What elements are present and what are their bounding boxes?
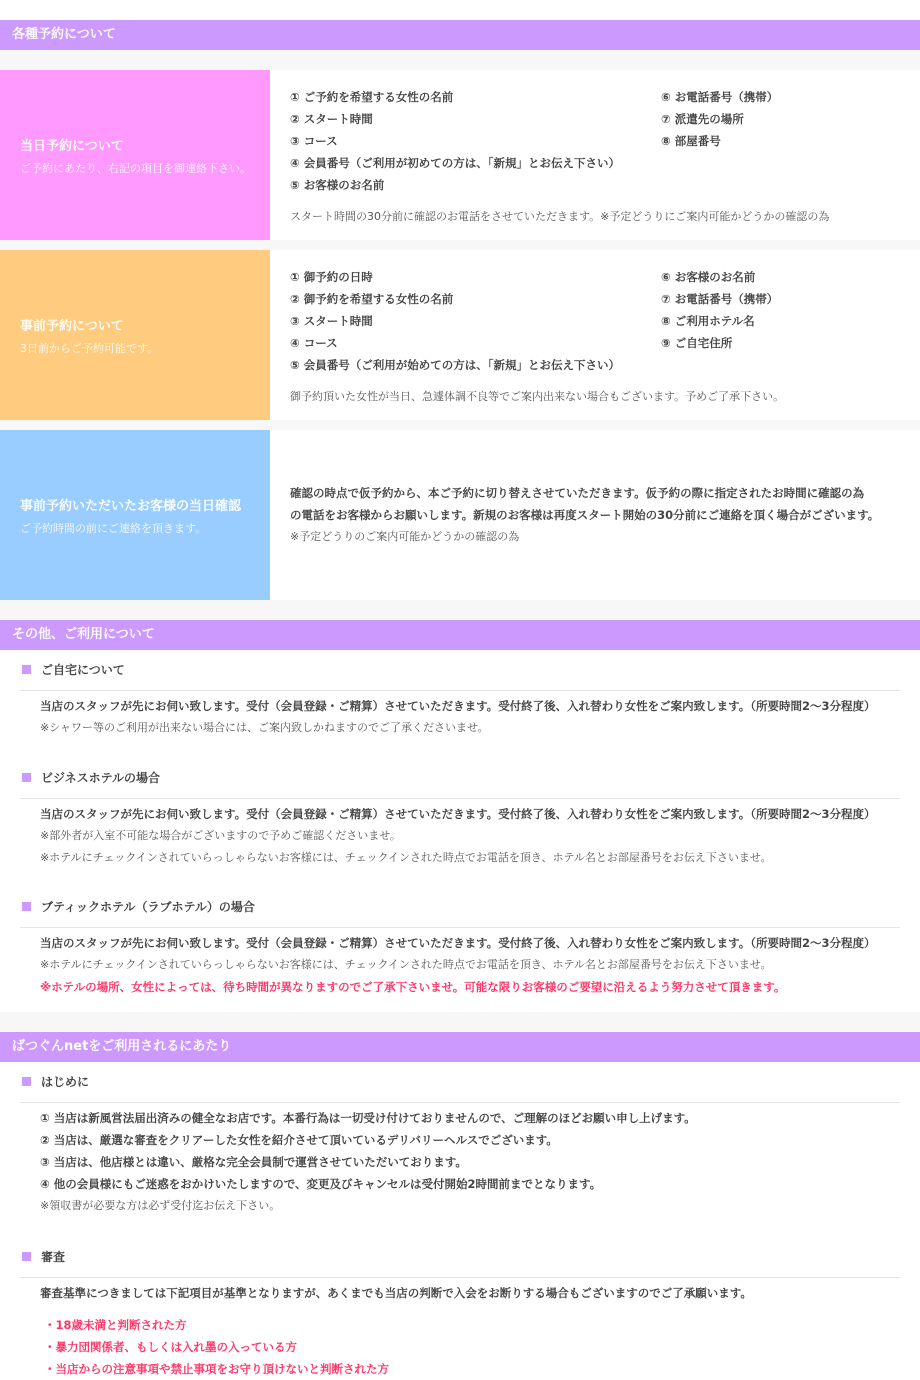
item: ⑤ 会員番号（ご利用が始めての方は、「新規」とお伝え下さい）: [290, 358, 620, 372]
home-title-text: ご自宅について: [41, 663, 125, 677]
same-day-row: [0, 70, 920, 240]
home-main: 当店のスタッフが先にお伺い致します。受付（会員登録・ご精算）させていただきます。受付終了後、入れ替わり女性をご案内致します。（所要時間2～3分程度）: [40, 699, 876, 713]
business-title: [20, 758, 900, 799]
intro-title: [20, 1062, 900, 1103]
confirm-row: [0, 430, 920, 600]
same-day-label: [0, 70, 270, 240]
intro-item: ② 当店は、厳選な審査をクリアーした女性を紹介させて頂いているデリバリーヘルスでございます。: [40, 1133, 558, 1147]
confirm-title: 事前予約いただいたお客様の当日確認: [20, 498, 242, 514]
item: ⑨ ご自宅住所: [661, 336, 733, 350]
confirm-note: ※予定どうりのご案内可能かどうかの確認の為: [290, 530, 520, 543]
item: ⑧ ご利用ホテル名: [661, 314, 755, 328]
boutique-note: ※ホテルにチェックインされていらっしゃらないお客様には、チェックインされた時点でお電話を頂き、ホテル名とお部屋番号をお伝え下さいませ。: [40, 958, 772, 971]
confirm-content: [270, 430, 920, 600]
advance-items: [290, 266, 920, 376]
same-day-subtitle: ご予約にあたり、右記の項目を御連絡下さい。: [20, 161, 251, 175]
confirm-line: 確認の時点で仮予約から、本ご予約に切り替えさせていただきます。仮予約の際に指定されたお時間に確認の為: [290, 486, 865, 500]
same-day-title: 当日予約について: [20, 138, 124, 154]
business-title-text: ビジネスホテルの場合: [41, 771, 161, 785]
business-main: 当店のスタッフが先にお伺い致します。受付（会員登録・ご精算）させていただきます。受付終了後、入れ替わり女性をご案内致します。（所要時間2～3分程度）: [40, 807, 876, 821]
advance-subtitle: 3日前からご予約可能です。: [20, 341, 159, 355]
item: ⑤ お客様のお名前: [290, 178, 385, 192]
square-bullet-icon: [22, 773, 31, 782]
item: ④ 会員番号（ご利用が初めての方は、「新規」とお伝え下さい）: [290, 156, 620, 170]
confirm-line: の電話をお客様からお願いします。新規のお客様は再度スタート開始の30分前にご連絡を頂く場合がございます。: [290, 508, 880, 522]
advance-label: [0, 250, 270, 420]
advance-content: [270, 250, 920, 420]
intro-item: ① 当店は新風営法届出済みの健全なお店です。本番行為は一切受け付けておりませんので、ご理解のほどお願い申し上げます。: [40, 1111, 696, 1125]
section-header-use: ばつぐんnetをご利用されるにあたり: [0, 1032, 920, 1062]
screening-main: 審査基準につきましては下記項目が基準となりますが、あくまでも当店の判断で入会をお断りする場合もございますのでご了承願います。: [40, 1286, 752, 1300]
item: ② 御予約を希望する女性の名前: [290, 292, 454, 306]
boutique-title-text: ブティックホテル（ラブホテル）の場合: [41, 900, 255, 914]
same-day-items: [290, 86, 920, 196]
intro-title-text: はじめに: [41, 1075, 90, 1089]
item: ② スタート時間: [290, 112, 373, 126]
business-note: ※ホテルにチェックインされていらっしゃらないお客様には、チェックインされた時点でお電話を頂き、ホテル名とお部屋番号をお伝え下さいませ。: [40, 851, 772, 864]
item: ⑦ 派遣先の場所: [661, 112, 744, 126]
home-body: [20, 691, 900, 758]
square-bullet-icon: [22, 1077, 31, 1086]
section-header-other: その他、ご利用について: [0, 620, 920, 650]
screening-title-text: 審査: [41, 1250, 66, 1264]
spacer: [0, 600, 920, 620]
boutique-title: [20, 887, 900, 928]
screening-body: [20, 1278, 900, 1380]
advance-row: [0, 250, 920, 420]
square-bullet-icon: [22, 902, 31, 911]
item: ④ コース: [290, 336, 338, 350]
intro-item: ③ 当店は、他店様とは違い、厳格な完全会員制で運営させていただいております。: [40, 1155, 467, 1169]
item: [661, 152, 920, 174]
boutique-body: [20, 928, 900, 998]
item: ① ご予約を希望する女性の名前: [290, 90, 454, 104]
spacer: [0, 50, 920, 70]
square-bullet-icon: [22, 1252, 31, 1261]
home-title: [20, 650, 900, 691]
boutique-warning: ※ホテルの場所、女性によっては、待ち時間が異なりますのでご了承下さいませ。可能な限りお客様のご要望に沿えるよう努力させて頂きます。: [40, 980, 786, 994]
item: [661, 354, 920, 376]
item: ③ スタート時間: [290, 314, 373, 328]
intro-item: ④ 他の会員様にもご迷惑をおかけいたしますので、変更及びキャンセルは受付開始2時間前までとなります。: [40, 1177, 602, 1191]
confirm-subtitle: ご予約時間の前にご連絡を頂きます。: [20, 521, 207, 535]
intro-body: [20, 1103, 900, 1237]
screening-title: [20, 1237, 900, 1278]
item: ⑥ お客様のお名前: [661, 270, 756, 284]
spacer: [0, 420, 920, 430]
boutique-main: 当店のスタッフが先にお伺い致します。受付（会員登録・ご精算）させていただきます。受付終了後、入れ替わり女性をご案内致します。（所要時間2～3分程度）: [40, 936, 876, 950]
spacer: [0, 1012, 920, 1032]
item: ⑥ お電話番号（携帯）: [661, 90, 779, 104]
item: ⑧ 部屋番号: [661, 134, 721, 148]
business-body: [20, 799, 900, 887]
section-header-reservation: 各種予約について: [0, 20, 920, 50]
business-note: ※部外者が入室不可能な場合がございますので予めご確認くださいませ。: [40, 829, 401, 842]
screening-criteria: ・当店からの注意事項や禁止事項をお守り頂けないと判断された方: [44, 1362, 389, 1376]
item: [661, 174, 920, 196]
home-note: ※シャワー等のご利用が出来ない場合には、ご案内致しかねますのでご了承くださいませ。: [40, 721, 489, 734]
confirm-label: [0, 430, 270, 600]
item: ⑦ お電話番号（携帯）: [661, 292, 779, 306]
item: ③ コース: [290, 134, 338, 148]
advance-title: 事前予約について: [20, 318, 124, 334]
same-day-note: スタート時間の30分前に確認のお電話をさせていただきます。※予定どうりにご案内可能かどうかの確認の為: [290, 210, 830, 223]
item: ① 御予約の日時: [290, 270, 373, 284]
advance-note: 御予約頂いた女性が当日、急遽体調不良等でご案内出来ない場合もございます。予めご了承下さい。: [290, 390, 785, 403]
intro-note: ※領収書が必要な方は必ず受付迄お伝え下さい。: [40, 1199, 281, 1212]
top-spacer: [0, 0, 920, 20]
screening-criteria: ・18歳未満と判断された方: [44, 1318, 187, 1332]
same-day-content: [270, 70, 920, 240]
other-body: [0, 650, 920, 1012]
spacer: [0, 240, 920, 250]
use-body: [0, 1062, 920, 1376]
screening-criteria: ・暴力団関係者、もしくは入れ墨の入っている方: [44, 1340, 297, 1354]
square-bullet-icon: [22, 665, 31, 674]
